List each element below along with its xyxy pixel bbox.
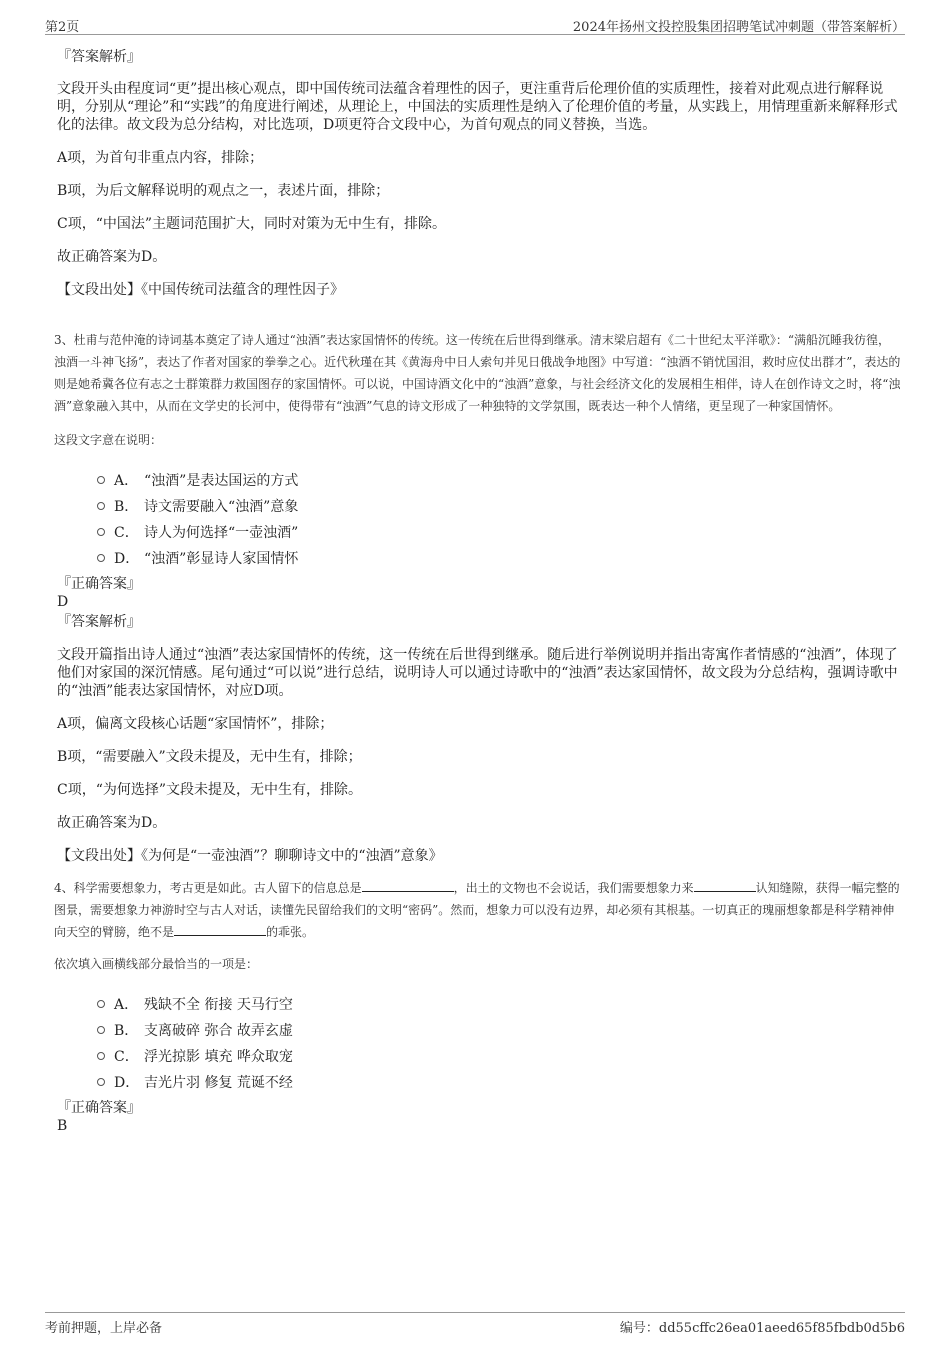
q2-analysis-label: 『答案解析』 — [57, 49, 141, 65]
q3-option-d[interactable] — [97, 545, 902, 571]
option-letter: B． — [114, 499, 139, 515]
q3-analysis-label: 『答案解析』 — [57, 614, 141, 630]
option-letter: B． — [114, 1023, 139, 1039]
option-letter: C． — [114, 525, 139, 541]
q3-option-b[interactable] — [97, 493, 902, 519]
q3-text: 3、杜甫与范仲淹的诗词基本奠定了诗人通过“浊酒”表达家国情怀的传统。这一传统在后世得到继承。清末梁启超有《二十世纪太平洋歌》：“满船沉睡我彷徨，浊酒一斗神飞扬”，表达了作者对国家的拳拳之心。近代秋瑾在其《黄海舟中日人索句并见日俄战争地图》中写道：“浊酒不销忧国泪，救时应仗出群才”，表达的则是她希冀各位有志之士群策群力救国图存的家国情怀。可以说，中国诗酒文化中的“浊酒”意象，与社会经济文化的发展相生相伴，诗人在创作诗文之时，将“浊酒”意象融入其中，从而在文学史的长河中，使得带有“浊酒”气息的诗文形成了一种独特的文学氛围，既表达一种个人情绪，更呈现了一种家国情怀。 — [54, 333, 901, 413]
q3-analysis: 文段开篇指出诗人通过“浊酒”表达家国情怀的传统，这一传统在后世得到继承。随后进行举例说明并指出寄寓作者情感的“浊酒”，体现了他们对家国的深沉情感。尾句通过“可以说”进行总结，说明诗人可以通过诗歌中的“浊酒”表达家国情怀，故文段为分总结构，强调诗歌中的“浊酒”能表达家国情怀，对应D项。 — [57, 647, 898, 699]
q4-text-part3: 认知缝隙，获得一幅完整的图景，需要想象力神游时空与古人对话，读懂先民留给我们的文明“密码”。然而，想象力可以没有边界，却必须有其根基。一切真正的瑰丽想象都是科学精神伸向天空的臂膀，绝不是 — [54, 881, 900, 939]
q3-conclusion: 故正确答案为D。 — [57, 815, 167, 831]
q4-option-a[interactable] — [97, 991, 902, 1017]
radio-icon[interactable] — [97, 554, 105, 562]
option-letter: A． — [114, 473, 139, 489]
q2-analysis: 文段开头由程度词“更”提出核心观点，即中国传统司法蕴含着理性的因子，更注重背后伦理价值的实质理性，接着对此观点进行解释说明，分别从“理论”和“实践”的角度进行阐述，从理论上，中国法的实质理性是纳入了伦理价值的考量，从实践上，用情理重新来解释形式化的法律。故文段为总分结构，对比选项，D项更符合文段中心，为首句观点的同义替换，当选。 — [57, 81, 898, 133]
q3-line-c: C项，“为何选择”文段未提及，无中生有，排除。 — [57, 782, 363, 798]
q4-text-part1: 4、科学需要想象力，考古更是如此。古人留下的信息总是 — [54, 881, 362, 895]
q3-source: 【文段出处】《为何是“一壶浊酒”？聊聊诗文中的“浊酒”意象》 — [57, 848, 443, 864]
q3-line-a: A项，偏离文段核心话题“家国情怀”，排除； — [57, 716, 334, 732]
radio-icon[interactable] — [97, 1078, 105, 1086]
radio-icon[interactable] — [97, 502, 105, 510]
q4-option-d[interactable] — [97, 1069, 902, 1095]
radio-icon[interactable] — [97, 1000, 105, 1008]
radio-icon[interactable] — [97, 528, 105, 536]
q4-question: 依次填入画横线部分最恰当的一项是： — [54, 957, 259, 971]
q4-option-b[interactable] — [97, 1017, 902, 1043]
q4-answer: B — [57, 1118, 68, 1134]
option-text: “浊酒”彰显诗人家国情怀 — [144, 551, 299, 567]
option-text: 残缺不全 衔接 天马行空 — [144, 997, 293, 1013]
q4-option-c[interactable] — [97, 1043, 902, 1069]
page-number: 第2页 — [45, 20, 80, 35]
page-content — [54, 47, 902, 1135]
option-letter: A． — [114, 997, 139, 1013]
radio-icon[interactable] — [97, 476, 105, 484]
option-letter: D． — [114, 1075, 140, 1091]
q4-text-part2: ，出土的文物也不会说话，我们需要想象力来 — [453, 881, 694, 895]
option-text: 支离破碎 弥合 故弄玄虚 — [144, 1023, 293, 1039]
option-letter: D． — [114, 551, 140, 567]
q2-conclusion: 故正确答案为D。 — [57, 249, 167, 265]
q3-options — [57, 467, 902, 571]
q3-option-c[interactable] — [97, 519, 902, 545]
q2-line-b: B项，为后文解释说明的观点之一，表述片面，排除； — [57, 183, 390, 199]
q3-question: 这段文字意在说明： — [54, 433, 163, 447]
q3-line-b: B项，“需要融入”文段未提及，无中生有，排除； — [57, 749, 362, 765]
document-title: 2024年扬州文投控股集团招聘笔试冲刺题（带答案解析） — [572, 20, 905, 35]
q2-line-a: A项，为首句非重点内容，排除； — [57, 150, 264, 166]
radio-icon[interactable] — [97, 1026, 105, 1034]
fill-blank-1 — [362, 878, 454, 892]
page-header — [45, 14, 905, 35]
footer-slogan: 考前押题，上岸必备 — [45, 1321, 163, 1336]
q4-text — [54, 877, 902, 943]
q4-options — [57, 991, 902, 1095]
option-text: 诗文需要融入“浊酒”意象 — [144, 499, 299, 515]
fill-blank-2 — [694, 878, 756, 892]
option-letter: C． — [114, 1049, 139, 1065]
q3-answer: D — [57, 594, 69, 610]
radio-icon[interactable] — [97, 1052, 105, 1060]
option-text: 吉光片羽 修复 荒诞不经 — [144, 1075, 293, 1091]
q3-option-a[interactable] — [97, 467, 902, 493]
option-text: 诗人为何选择“一壶浊酒” — [144, 525, 299, 541]
q2-source: 【文段出处】《中国传统司法蕴含的理性因子》 — [57, 282, 344, 298]
q2-line-c: C项，“中国法”主题词范围扩大，同时对策为无中生有，排除。 — [57, 216, 447, 232]
document-id: 编号：dd55cffc26ea01aeed65f85fbdb0d5b6 — [619, 1321, 905, 1336]
page-footer — [45, 1312, 905, 1337]
fill-blank-3 — [174, 922, 266, 936]
option-text: “浊酒”是表达国运的方式 — [144, 473, 299, 489]
option-text: 浮光掠影 填充 哗众取宠 — [144, 1049, 293, 1065]
q4-answer-label: 『正确答案』 — [57, 1100, 141, 1116]
q3-answer-label: 『正确答案』 — [57, 576, 141, 592]
q4-text-part4: 的乖张。 — [266, 925, 315, 939]
